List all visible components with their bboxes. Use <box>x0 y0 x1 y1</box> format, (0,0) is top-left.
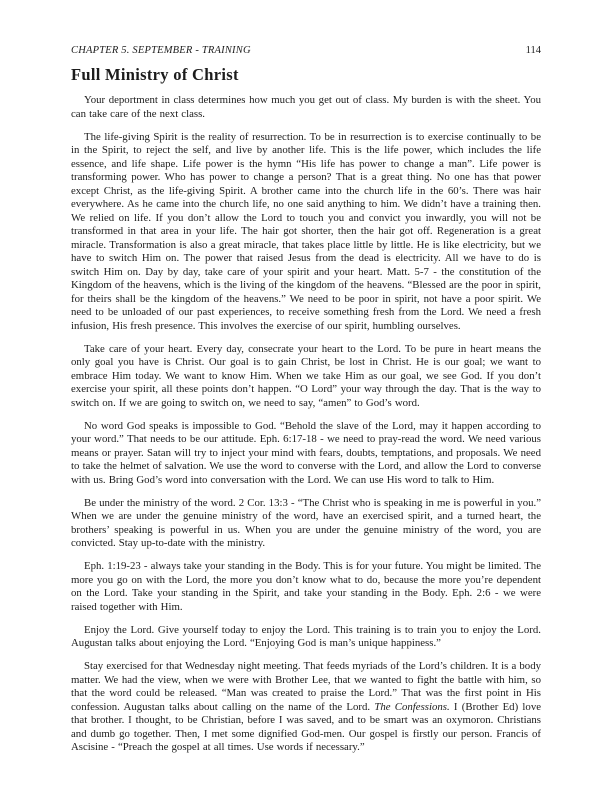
book-title-italic: The Confessions. <box>374 700 450 713</box>
paragraph-text: Enjoy the Lord. Give yourself today to enjoy the Lord. This training is to train you to enjoy the Lord. Augustan talks about enjoying the Lord. “Enjoying God is man’s unique happiness.” <box>71 623 541 649</box>
paragraph-text: Your deportment in class determines how much you get out of class. My burden is with the sheet. You can take care of the next class. <box>71 94 541 120</box>
paragraph-text: Be under the ministry of the word. 2 Cor. 13:3 - “The Christ who is speaking in me is powerful in you.” When we are under the genuine ministry of the word, have an exercised spirit, and a turned heart, the brothers’ speaking is powerful in us. When you are under the genuine ministry of the word, you are convicted. Stay up-to-date with the ministry. <box>71 496 541 549</box>
paragraph-text: I (Brother Ed) love that brother. I thought, to be Christian, before I was saved, and to be smart was an oxymoron. Christians and dumb go together. Then, I met some dignified God-men. Our gospel is firstly our person. Francis of Ascisine - “Preach the gospel at all times. Use words if necessary.” <box>71 700 542 753</box>
page-number: 114 <box>525 45 541 56</box>
paragraph-1 <box>71 94 541 121</box>
page-content <box>71 44 541 764</box>
paragraph-8 <box>71 660 541 755</box>
paragraph-6 <box>71 560 541 614</box>
paragraph-5 <box>71 497 541 551</box>
paragraph-text: Take care of your heart. Every day, consecrate your heart to the Lord. To be pure in heart means the only goal you have is Christ. Our goal is to gain Christ, be lost in Christ. He is our goal; we want to embrace Him today. We want to know Him. When we take Him as our goal, we see God. If you don’t exercise your spirit, all these points don’t happen. “O Lord” your way through the day. That is the way to switch on. If we are going to switch on, we need to say, “amen” to God’s word. <box>71 342 541 409</box>
section-title: Full Ministry of Christ <box>71 65 239 84</box>
paragraph-text: No word God speaks is impossible to God. “Behold the slave of the Lord, may it happen according to your word.” That needs to be our attitude. Eph. 6:17-18 - we need to pray-read the word. We need various means or prayer. Satan will try to inject your mind with fears, doubts, temptations, and proposals. We need to take the helmet of salvation. We use the word to converse with the Lord, and allow the Lord to converse with us. Bring God’s word into conversation with the Lord. We can use His word to talk to Him. <box>71 419 541 486</box>
paragraph-4 <box>71 420 541 488</box>
paragraph-7 <box>71 624 541 651</box>
paragraph-text: Stay exercised for that Wednesday night meeting. That feeds myriads of the Lord’s children. It is a body matter. We had the view, when we were with Brother Lee, that we wanted to fight the battle with him, so that the word could be released. “Man was created to praise the Lord.” That was the first point in His confession. Augustan talks about calling on the name of the Lord. <box>71 660 541 713</box>
paragraph-3 <box>71 343 541 411</box>
running-header <box>71 44 541 57</box>
paragraph-text: The life-giving Spirit is the reality of resurrection. To be in resurrection is to exercise continually to be in the Spirit, to reject the self, and live by another life. This is the life power, which includes the life essence, and life shape. Life power is the hymn “His life has power to change a man”. Life power is transforming power. Who has power to change a person? That is a great thing. No one has that power except Christ, as the life-giving Spirit. A brother came into the church life in the 60’s. There was hair everywhere. As he came into the church life, no one said anything to him. We didn’t have a training then. We relied on life. If you don’t allow the Lord to touch you and convict you inwardly, you will not be transformed in that area in your life. The hair got shorter, then the hair got off. Regeneration is a great miracle. Transformation is also a great miracle, that takes place little by little. He is like electricity, but we have to switch Him on. The power that raised Jesus from the dead is electricity. All we have to do is switch Him on. Day by day, take care of your spirit and your heart. Matt. 5-7 - the constitution of the Kingdom of the heavens, which is the living of the kingdom of the heavens. “Blessed are the poor in spirit, for theirs shall be the kingdom of the heavens.” We need to be poor in spirit, not have a poor spirit. We need to be unloaded of our past experiences, to receive something fresh from the Lord. We need a fresh infusion, His fresh presence. This involves the exercise of our spirit, humbling ourselves. <box>71 130 541 332</box>
paragraph-2 <box>71 131 541 334</box>
paragraph-text: Eph. 1:19-23 - always take your standing in the Body. This is for your future. You might be limited. The more you go on with the Lord, the more you don’t know what to do, because the more you’re dependent on the Lord. Take your standing in the Spirit, and take your standing in the Body. Eph. 2:6 - we were raised together with Him. <box>71 560 541 613</box>
running-header-chapter: CHAPTER 5. SEPTEMBER - TRAINING <box>71 45 251 56</box>
